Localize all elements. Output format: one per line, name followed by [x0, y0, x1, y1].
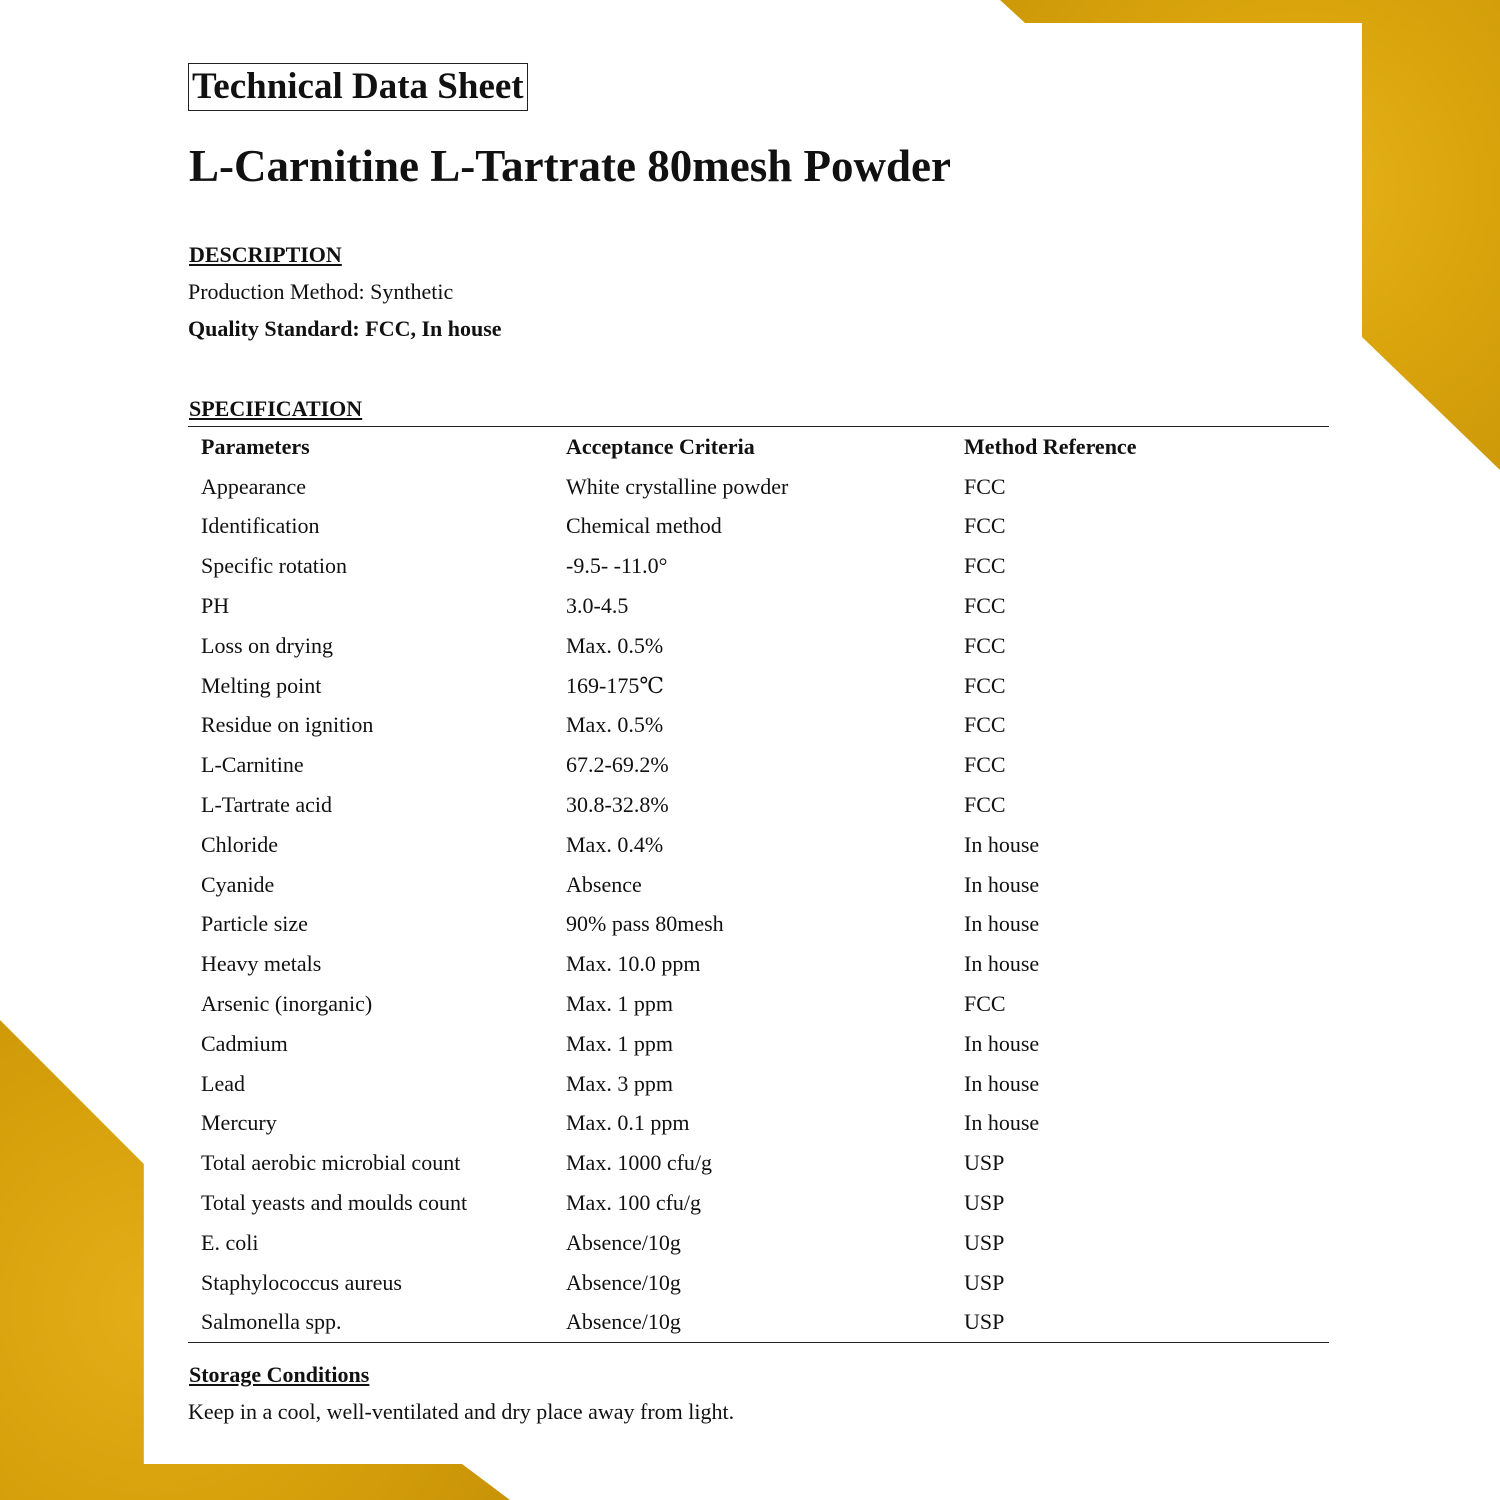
parameter-cell: Melting point [201, 672, 322, 698]
parameter-cell: Chloride [201, 831, 278, 857]
table-row [188, 825, 1329, 865]
storage-heading: Storage Conditions [189, 1362, 370, 1387]
method-reference-cell: USP [964, 1269, 1005, 1295]
method-reference-cell: USP [964, 1309, 1005, 1335]
parameter-cell: Identification [201, 513, 320, 539]
acceptance-criteria-cell: -9.5- -11.0° [566, 553, 668, 579]
parameter-cell: Lead [201, 1070, 245, 1096]
parameter-cell: Mercury [201, 1110, 277, 1136]
acceptance-criteria-cell: Max. 100 cfu/g [566, 1190, 702, 1216]
method-reference-cell: In house [964, 871, 1040, 897]
table-row [188, 507, 1329, 547]
acceptance-criteria-cell: Chemical method [566, 513, 722, 539]
acceptance-criteria-cell: Max. 10.0 ppm [566, 951, 701, 977]
table-row [188, 745, 1329, 785]
column-header-method-reference: Method Reference [964, 433, 1137, 459]
parameter-cell: E. coli [201, 1229, 259, 1255]
acceptance-criteria-cell: Max. 0.1 ppm [566, 1110, 690, 1136]
table-row [188, 1183, 1329, 1223]
parameter-cell: L-Tartrate acid [201, 792, 332, 818]
table-row [188, 1143, 1329, 1183]
acceptance-criteria-cell: 3.0-4.5 [566, 593, 629, 619]
acceptance-criteria-cell: 90% pass 80mesh [566, 911, 724, 937]
specification-table [188, 426, 1329, 1343]
parameter-cell: Salmonella spp. [201, 1309, 342, 1335]
method-reference-cell: FCC [964, 792, 1006, 818]
parameter-cell: Residue on ignition [201, 712, 374, 738]
acceptance-criteria-cell: Absence/10g [566, 1309, 681, 1335]
method-reference-cell: FCC [964, 672, 1006, 698]
description-heading: DESCRIPTION [189, 242, 342, 267]
acceptance-criteria-cell: Max. 0.5% [566, 712, 664, 738]
method-reference-cell: USP [964, 1190, 1005, 1216]
method-reference-cell: FCC [964, 513, 1006, 539]
table-row [188, 666, 1329, 706]
method-reference-cell: USP [964, 1229, 1005, 1255]
acceptance-criteria-cell: 30.8-32.8% [566, 792, 669, 818]
acceptance-criteria-cell: Max. 3 ppm [566, 1070, 673, 1096]
table-row [188, 1104, 1329, 1144]
parameter-cell: Arsenic (inorganic) [201, 991, 373, 1017]
parameter-cell: PH [201, 593, 230, 619]
acceptance-criteria-cell: Max. 1 ppm [566, 1030, 673, 1056]
parameter-cell: Loss on drying [201, 632, 333, 658]
table-row [188, 785, 1329, 825]
parameter-cell: Appearance [201, 473, 307, 499]
specification-heading: SPECIFICATION [189, 396, 363, 421]
parameter-cell: Specific rotation [201, 553, 348, 579]
table-row [188, 1263, 1329, 1303]
parameter-cell: Total yeasts and moulds count [201, 1190, 468, 1216]
table-row [188, 865, 1329, 905]
method-reference-cell: FCC [964, 632, 1006, 658]
table-row [188, 467, 1329, 507]
acceptance-criteria-cell: Max. 1000 cfu/g [566, 1150, 713, 1176]
method-reference-cell: FCC [964, 473, 1006, 499]
acceptance-criteria-cell: 67.2-69.2% [566, 752, 669, 778]
column-header-parameters: Parameters [201, 433, 310, 459]
storage-text: Keep in a cool, well-ventilated and dry place away from light. [188, 1399, 735, 1424]
parameter-cell: Heavy metals [201, 951, 322, 977]
method-reference-cell: In house [964, 1110, 1040, 1136]
method-reference-cell: USP [964, 1150, 1005, 1176]
table-row [188, 1223, 1329, 1263]
acceptance-criteria-cell: 169-175℃ [566, 672, 664, 698]
table-row [188, 586, 1329, 626]
method-reference-cell: FCC [964, 712, 1006, 738]
method-reference-cell: FCC [964, 752, 1006, 778]
parameter-cell: Staphylococcus aureus [201, 1269, 402, 1295]
method-reference-cell: FCC [964, 553, 1006, 579]
acceptance-criteria-cell: Max. 1 ppm [566, 991, 673, 1017]
acceptance-criteria-cell: Absence/10g [566, 1269, 681, 1295]
method-reference-cell: In house [964, 951, 1040, 977]
table-row [188, 1024, 1329, 1064]
table-row [188, 944, 1329, 984]
table-row [188, 1303, 1329, 1343]
table-row [188, 706, 1329, 746]
method-reference-cell: FCC [964, 991, 1006, 1017]
acceptance-criteria-cell: Absence/10g [566, 1229, 681, 1255]
method-reference-cell: In house [964, 911, 1040, 937]
table-header-row [188, 427, 1329, 467]
acceptance-criteria-cell: Max. 0.4% [566, 831, 664, 857]
acceptance-criteria-cell: Max. 0.5% [566, 632, 664, 658]
table-row [188, 626, 1329, 666]
table-row [188, 546, 1329, 586]
parameter-cell: Cadmium [201, 1030, 288, 1056]
table-row [188, 905, 1329, 945]
specification-table-body [188, 467, 1329, 1343]
quality-standard: Quality Standard: FCC, In house [188, 316, 502, 341]
parameter-cell: L-Carnitine [201, 752, 304, 778]
production-method: Production Method: Synthetic [188, 279, 454, 304]
parameter-cell: Cyanide [201, 871, 275, 897]
acceptance-criteria-cell: Absence [566, 871, 642, 897]
method-reference-cell: FCC [964, 593, 1006, 619]
method-reference-cell: In house [964, 1070, 1040, 1096]
acceptance-criteria-cell: White crystalline powder [566, 473, 789, 499]
product-name: L-Carnitine L-Tartrate 80mesh Powder [189, 141, 951, 191]
document-type-title: Technical Data Sheet [188, 63, 528, 111]
table-row [188, 984, 1329, 1024]
method-reference-cell: In house [964, 1030, 1040, 1056]
parameter-cell: Particle size [201, 911, 308, 937]
parameter-cell: Total aerobic microbial count [201, 1150, 461, 1176]
column-header-acceptance-criteria: Acceptance Criteria [566, 433, 755, 459]
method-reference-cell: In house [964, 831, 1040, 857]
table-row [188, 1064, 1329, 1104]
